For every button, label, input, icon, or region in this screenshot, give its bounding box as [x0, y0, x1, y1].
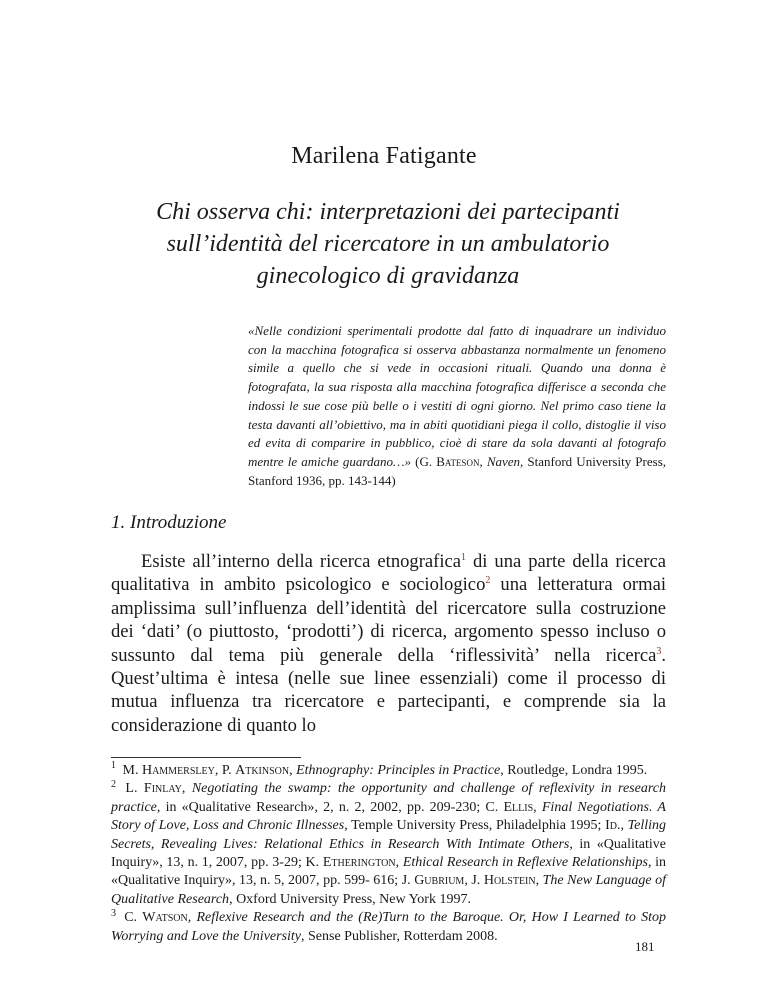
page-number: 181 — [635, 939, 655, 954]
fn-text: , — [289, 763, 297, 778]
footnotes — [111, 762, 666, 946]
fn-author: Etherington — [322, 855, 396, 871]
fn-text: M. — [119, 763, 142, 778]
fn-work: Final Negotiations. A Story of Love, Loss and Chronic Illnesses — [111, 799, 666, 834]
fn-text: , J. — [464, 873, 484, 889]
epigraph-cite-open: (G. — [415, 453, 437, 469]
epigraph-cite-sep: , — [479, 453, 487, 469]
fn-author: Ellis — [503, 799, 534, 815]
fn-author: Gubrium — [414, 873, 465, 889]
footnote-mark: 1 — [111, 760, 116, 772]
fn-author: Atkinson — [235, 763, 290, 778]
fn-text: , in «Qualitative Inquiry», 13, n. 5, 2007, pp. 599- 616; J. — [111, 855, 667, 889]
fn-text: , in «Qualitative Inquiry», 13, n. 1, 2007, pp. 3-29; K. — [111, 836, 666, 871]
body-segment: Esiste all’interno della ricerca etnografica — [141, 551, 462, 572]
footnote-3 — [111, 909, 666, 946]
author-name: Marilena Fatigante — [291, 143, 477, 169]
epigraph-cite-rest: Stanford University Press, Stanford 1936, pp. 143-144) — [248, 453, 667, 488]
fn-work: Telling Secrets, Revealing Lives: Relational Ethics in Research With Intimate Others — [111, 818, 667, 852]
fn-work: Negotiating the swamp: the opportunity and challenge of reflexivity in research practice — [111, 781, 666, 815]
body-segment: di una parte della ricerca qualitativa in ambito psicologico e sociologico — [111, 551, 666, 596]
fn-text: , Sense Publisher, Rotterdam 2008. — [301, 928, 498, 944]
epigraph-cite-work: Naven, — [486, 453, 524, 469]
epigraph-cite-author: Bateson — [436, 453, 480, 469]
fn-text: L. — [119, 781, 144, 797]
fn-text: , Oxford University Press, New York 1997. — [229, 891, 471, 907]
chapter-title: Chi osserva chi: interpretazioni dei partecipanti sull’identità del ricercatore in un ambulatorio ginecologico di gravidanza — [156, 199, 620, 289]
epigraph-quote: «Nelle condizioni sperimentali prodotte dal fatto di inquadrare un individuo con la macchina fotografica si osserva abbastanza normalmente un fenomeno simile a quello che si vede in occasioni rituali. Quando una donna è fotografata, la sua risposta alla macchina fotografica differisce a seconda che indossi le sue cose più belle o i vestiti di ogni giorno. Nel primo caso tiene la testa davanti all’obiettivo, ma in abiti quotidiani piega il collo, distoglie il viso ed evita di comparire in pubblico, cioè di stare da sola davanti al fotografo mentre le amiche guardano…» — [248, 323, 666, 469]
fn-text: , Routledge, Londra 1995. — [500, 763, 648, 778]
fn-text: , in «Qualitative Research», 2, n. 2, 2002, pp. 209-230; C. — [156, 799, 504, 815]
body-segment: una letteratura ormai amplissima sull’influenza dell’identità del ricercatore sulla costruzione dei ‘dati’ (o piuttosto, ‘prodotti’) di ricerca, argomento spesso incluso o sussunto dal tema più generale della ‘riflessività’ nella ricerca — [111, 574, 666, 666]
epigraph — [248, 322, 666, 490]
footnote-mark: 2 — [111, 778, 116, 790]
fn-author: Finlay — [143, 781, 182, 797]
footnote-mark: 3 — [111, 907, 116, 919]
footnote-ref-3[interactable]: 3 — [656, 645, 662, 657]
footnote-divider — [111, 757, 301, 758]
section-heading: 1. Introduzione — [111, 512, 227, 533]
footnote-ref-1[interactable]: 1 — [461, 551, 467, 563]
fn-work: Ethnography: Principles in Practice — [296, 763, 501, 778]
body-paragraph — [111, 550, 666, 737]
fn-author: Watson — [142, 910, 188, 926]
fn-text: , — [535, 873, 543, 889]
fn-text: , — [620, 818, 628, 834]
fn-work: Reflexive Research and the (Re)Turn to the Baroque. Or, How I Learned to Stop Worrying and Love the University — [111, 910, 667, 944]
body-segment: . Quest’ultima è intesa (nelle sue linee essenziali) come il processo di mutua influenza tra ricercatore e partecipanti, e comprende sia la considerazione di quanto lo — [111, 644, 666, 736]
footnote-ref-2[interactable]: 2 — [485, 575, 491, 587]
fn-text: , — [533, 799, 542, 815]
fn-text: C. — [119, 910, 143, 926]
footnote-1 — [111, 762, 666, 780]
fn-author: Holstein — [483, 873, 536, 889]
fn-author: Id. — [605, 818, 621, 834]
fn-text: , — [395, 855, 403, 871]
fn-text: , — [187, 910, 197, 926]
fn-text: , P. — [214, 763, 236, 778]
fn-author: Hammersley — [141, 763, 215, 778]
fn-text: , — [181, 781, 192, 797]
footnote-2 — [111, 780, 666, 909]
body-text — [111, 550, 666, 737]
fn-work: Ethical Research in Reflexive Relationships — [402, 855, 648, 871]
fn-text: , Temple University Press, Philadelphia 1995; — [344, 818, 606, 834]
fn-work: The New Language of Qualitative Research — [111, 873, 667, 907]
